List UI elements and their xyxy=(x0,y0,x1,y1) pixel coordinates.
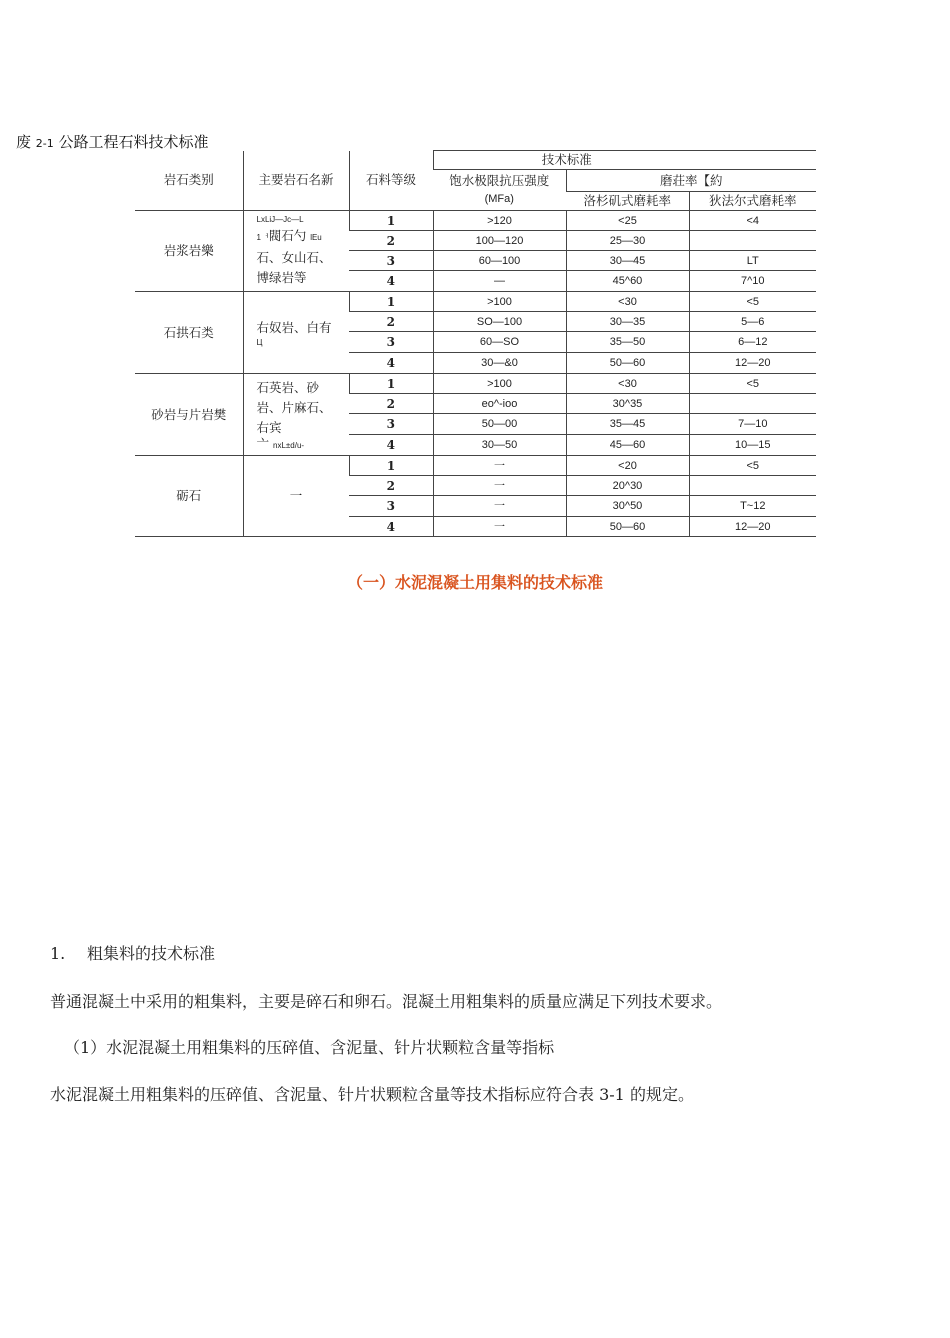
header-deval-abrasion: 狄法尔式磨耗率 xyxy=(689,192,816,211)
header-main-names: 主要岩石名新 xyxy=(243,151,349,211)
deval-cell: <5 xyxy=(689,456,816,476)
grade-cell: 1 xyxy=(349,374,433,394)
names-fragment: 閥石勺 xyxy=(268,228,307,243)
names-line xyxy=(257,226,349,248)
grade-cell: 3 xyxy=(349,496,433,517)
deval-cell: 6—12 xyxy=(689,332,816,353)
deval-cell: 12—20 xyxy=(689,517,816,537)
item-title: 粗集料的技术标准 xyxy=(87,944,216,963)
la-cell: 30^35 xyxy=(566,394,689,414)
deval-cell: <5 xyxy=(689,292,816,312)
names-line: 石、女山石、 xyxy=(256,250,332,265)
names-line: 石英岩、砂 xyxy=(256,379,320,395)
header-la-abrasion: 洛杉矶式磨耗率 xyxy=(566,192,689,211)
subsection-title xyxy=(50,941,215,964)
la-cell: 50—60 xyxy=(566,517,689,537)
grade-cell: 3 xyxy=(349,414,433,435)
grade-cell: 1 xyxy=(349,292,433,312)
deval-cell: 10—15 xyxy=(689,435,816,456)
strength-cell: 100—120 xyxy=(433,231,566,251)
names-sandstone xyxy=(243,374,349,456)
strength-cell: >100 xyxy=(433,292,566,312)
la-cell: 20^30 xyxy=(566,476,689,496)
grade-cell: 2 xyxy=(349,394,433,414)
body-paragraph: 普通混凝土中采用的粗集料，主要是碎石和卵石。混凝土用粗集料的质量应满足下列技术要求。 xyxy=(50,992,723,1011)
deval-cell: 7^10 xyxy=(689,271,816,292)
names-line: 右奴岩、白有 xyxy=(256,319,332,335)
la-cell: <30 xyxy=(566,292,689,312)
strength-cell: SO—100 xyxy=(433,312,566,332)
grade-cell: 2 xyxy=(349,476,433,496)
grade-cell: 3 xyxy=(349,332,433,353)
strength-cell: 30—&0 xyxy=(433,353,566,374)
deval-cell: <5 xyxy=(689,374,816,394)
strength-cell: 60—SO xyxy=(433,332,566,353)
grade-cell: 4 xyxy=(349,517,433,537)
grade-cell: 2 xyxy=(349,312,433,332)
item-number: 1. xyxy=(50,944,66,963)
grade-cell: 4 xyxy=(349,271,433,292)
header-rock-type: 岩石类别 xyxy=(135,151,243,211)
names-fragment: 1ᅥ xyxy=(256,233,269,242)
la-cell: 45^60 xyxy=(566,271,689,292)
strength-cell: 一 xyxy=(433,496,566,517)
names-fragment: 亠 xyxy=(256,435,270,451)
strength-cell: 一 xyxy=(433,476,566,496)
sub-item-paragraph: （1）水泥混凝土用粗集料的压碎值、含泥量、针片状颗粒含量等指标 xyxy=(64,1038,555,1057)
header-abrasion: 磨荘率【約 xyxy=(566,170,816,192)
la-cell: 25—30 xyxy=(566,231,689,251)
table-caption xyxy=(16,131,209,152)
names-fragment: nxL±d/u- xyxy=(273,440,305,450)
strength-cell: 一 xyxy=(433,456,566,476)
grade-cell: 4 xyxy=(349,435,433,456)
deval-cell: 12—20 xyxy=(689,353,816,374)
names-line: 博绿岩等 xyxy=(256,270,307,285)
header-strength xyxy=(433,170,566,211)
grade-cell: 4 xyxy=(349,353,433,374)
stone-standard-table xyxy=(135,150,816,537)
names-fragment: lEu xyxy=(310,233,322,242)
la-cell: 45—60 xyxy=(566,435,689,456)
deval-cell: <4 xyxy=(689,211,816,231)
deval-cell: LT xyxy=(689,251,816,271)
names-magmatic xyxy=(243,211,349,292)
category-limestone: 石拱石类 xyxy=(135,292,243,374)
category-gravel: 砺石 xyxy=(135,456,243,537)
strength-label: 饱水极限抗压强度 xyxy=(449,173,550,188)
category-sandstone: 砂岩与片岩樊 xyxy=(135,374,243,456)
la-cell: 30^50 xyxy=(566,496,689,517)
strength-cell: 60—100 xyxy=(433,251,566,271)
deval-cell: T~12 xyxy=(689,496,816,517)
names-line: Ц xyxy=(256,337,263,347)
names-gravel: 一 xyxy=(243,456,349,537)
la-cell: <30 xyxy=(566,374,689,394)
la-cell: 30—35 xyxy=(566,312,689,332)
header-grade: 石料等级 xyxy=(349,151,433,211)
la-cell: 30—45 xyxy=(566,251,689,271)
caption-prefix: 废 xyxy=(16,133,32,151)
strength-cell: 一 xyxy=(433,517,566,537)
strength-cell: >120 xyxy=(433,211,566,231)
strength-cell: >100 xyxy=(433,374,566,394)
deval-cell xyxy=(689,394,816,414)
deval-cell xyxy=(689,476,816,496)
caption-title: 公路工程石料技术标准 xyxy=(58,133,209,151)
la-cell: 50—60 xyxy=(566,353,689,374)
la-cell: 35—45 xyxy=(566,414,689,435)
strength-cell: eo^-ioo xyxy=(433,394,566,414)
names-line xyxy=(256,435,349,452)
strength-cell: 30—50 xyxy=(433,435,566,456)
names-line: 岩、片麻石、 xyxy=(256,399,332,415)
strength-cell: — xyxy=(433,271,566,292)
body-paragraph: 水泥混凝土用粗集料的压碎值、含泥量、针片状颗粒含量等技术指标应符合表 3-1 的规定。 xyxy=(50,1085,694,1104)
section-heading: （一）水泥混凝土用集料的技术标准 xyxy=(346,573,603,592)
grade-cell: 2 xyxy=(349,231,433,251)
la-cell: <25 xyxy=(566,211,689,231)
grade-cell: 1 xyxy=(349,456,433,476)
grade-cell: 3 xyxy=(349,251,433,271)
grade-cell: 1 xyxy=(349,211,433,231)
tech-standard-label: 技术标准 xyxy=(541,152,592,167)
header-tech-standard xyxy=(433,151,816,170)
names-limestone xyxy=(243,292,349,374)
caption-number: 2-1 xyxy=(35,137,54,150)
category-magmatic: 岩浆岩樂 xyxy=(135,211,243,292)
deval-cell: 7—10 xyxy=(689,414,816,435)
deval-cell xyxy=(689,231,816,251)
names-line: 右宾 xyxy=(256,419,282,435)
names-line: LxLiJ—Jc—L xyxy=(256,215,304,224)
strength-cell: 50—00 xyxy=(433,414,566,435)
la-cell: <20 xyxy=(566,456,689,476)
strength-unit: (MFa) xyxy=(484,193,514,205)
deval-cell: 5—6 xyxy=(689,312,816,332)
la-cell: 35—50 xyxy=(566,332,689,353)
